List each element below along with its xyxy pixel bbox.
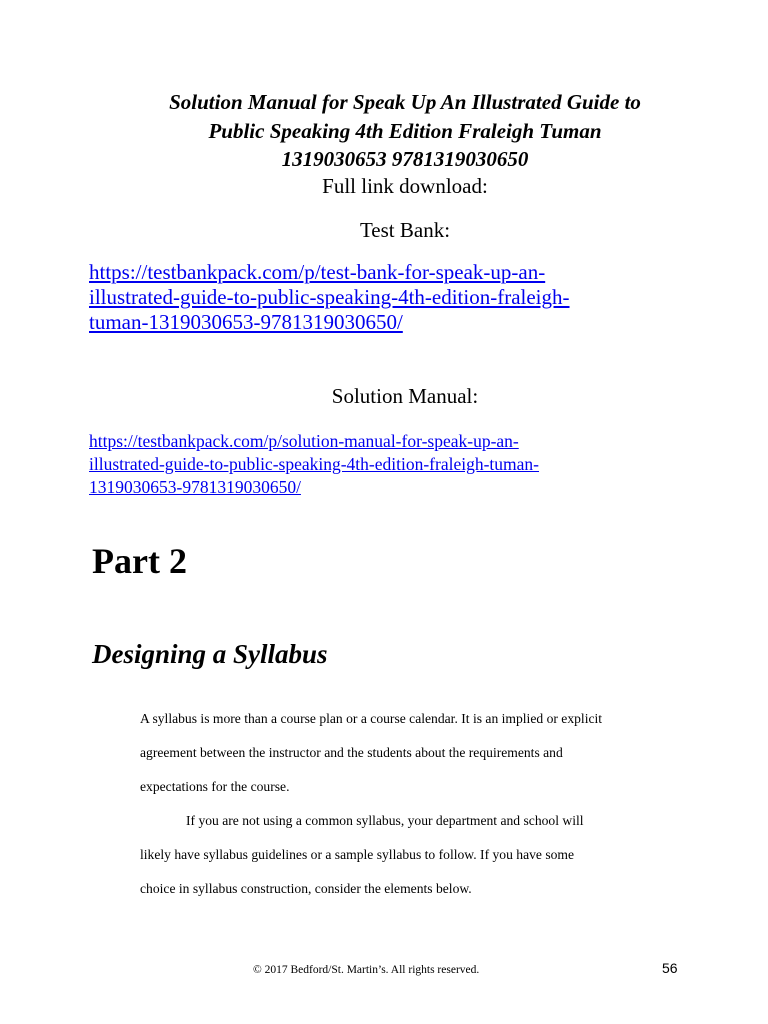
test-bank-link-line[interactable]: illustrated-guide-to-public-speaking-4th-edition-fraleigh- (89, 285, 570, 309)
title-line: Public Speaking 4th Edition Fraleigh Tuman (208, 118, 602, 143)
test-bank-link-line[interactable]: tuman-1319030653-9781319030650/ (89, 310, 403, 334)
document-title (90, 88, 720, 174)
test-bank-label: Test Bank: (359, 218, 451, 242)
body-line: choice in syllabus construction, consider the elements below. (140, 881, 472, 896)
page-number: 56 (662, 960, 678, 976)
solution-manual-label: Solution Manual: (331, 384, 479, 408)
title-line: Solution Manual for Speak Up An Illustrated Guide to (169, 90, 641, 114)
part-heading: Part 2 (92, 541, 187, 581)
body-line: likely have syllabus guidelines or a sample syllabus to follow. If you have some (140, 847, 575, 862)
title-line: 1319030653 9781319030650 (281, 147, 529, 171)
solution-manual-link-line[interactable]: https://testbankpack.com/p/solution-manual-for-speak-up-an- (89, 431, 519, 451)
body-line: A syllabus is more than a course plan or a course calendar. It is an implied or explicit (140, 711, 603, 726)
full-link-label: Full link download: (322, 174, 488, 198)
copyright-footer: © 2017 Bedford/St. Martin’s. All rights reserved. (253, 964, 480, 976)
body-line: If you are not using a common syllabus, your department and school will (186, 813, 584, 828)
section-heading: Designing a Syllabus (92, 639, 328, 669)
test-bank-link[interactable] (89, 260, 570, 335)
solution-manual-link-line[interactable]: illustrated-guide-to-public-speaking-4th-edition-fraleigh-tuman- (89, 454, 539, 474)
test-bank-link-line[interactable]: https://testbankpack.com/p/test-bank-for-speak-up-an- (89, 260, 546, 284)
body-line: agreement between the instructor and the students about the requirements and (140, 745, 563, 760)
solution-manual-link-line[interactable]: 1319030653-9781319030650/ (89, 477, 301, 497)
solution-manual-link[interactable] (89, 430, 539, 499)
body-line: expectations for the course. (140, 779, 290, 794)
